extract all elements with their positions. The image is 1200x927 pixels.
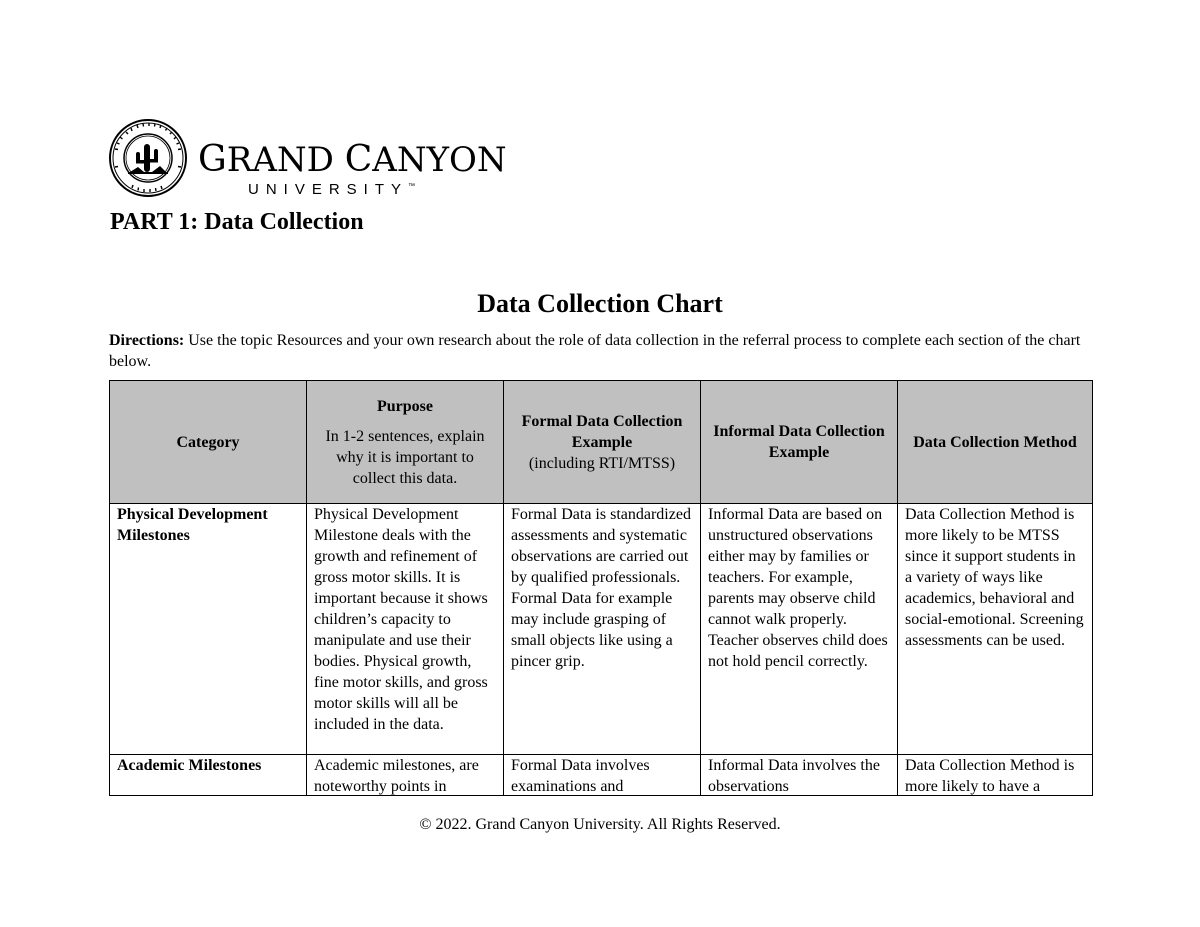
university-seal-icon xyxy=(108,118,188,198)
header-purpose-label: Purpose xyxy=(377,397,433,415)
logo-wordmark xyxy=(198,139,507,180)
trademark-symbol: ™ xyxy=(408,183,416,190)
header-category xyxy=(110,381,307,504)
directions-text: Use the topic Resources and your own research about the role of data collection in the referral process to complete each section of the chart below. xyxy=(109,332,1081,370)
header-formal-label: Formal Data Collection Example xyxy=(521,412,683,451)
logo-word-anyon: ANYON xyxy=(372,140,507,180)
table-row xyxy=(110,755,1093,796)
logo-letter-c: C xyxy=(344,139,373,180)
university-logo xyxy=(108,118,507,198)
chart-title: Data Collection Chart xyxy=(477,289,723,318)
header-formal-note: (including RTI/MTSS) xyxy=(528,454,676,472)
header-purpose-note: In 1-2 sentences, explain why it is important to collect this data. xyxy=(325,427,485,487)
cell-category xyxy=(110,755,307,796)
cell-informal: Informal Data are based on unstructured observations either may by families or teachers. For example, parents may observe child cannot walk properly. Teacher observes child does not hold pencil correctly. xyxy=(701,504,898,755)
directions xyxy=(109,330,1084,372)
logo-subtitle xyxy=(248,182,415,197)
table-row xyxy=(110,504,1093,755)
cell-method-text: Data Collection Method is more likely to have a xyxy=(905,757,1075,795)
header-informal xyxy=(701,381,898,504)
cell-method xyxy=(898,755,1093,796)
cell-purpose: Physical Development Milestone deals with the growth and refinement of gross motor skills. It is important because it shows children’s capacity to manipulate and use their bodies. Physical growth, fine motor skills, and gross motor skills will all be included in the data. xyxy=(307,504,504,755)
cell-formal: Formal Data is standardized assessments and systematic observations are carried out by qualified professionals. Formal Data for example may include grasping of small objects like using a pincer grip. xyxy=(504,504,701,755)
cell-formal-text: Formal Data involves examinations and xyxy=(511,757,650,795)
logo-subtitle-text: UNIVERSITY xyxy=(248,181,409,198)
directions-label: Directions: xyxy=(109,332,185,349)
header-category-label: Category xyxy=(176,433,240,451)
logo-word-rand: RAND xyxy=(226,140,334,180)
cell-method: Data Collection Method is more likely to be MTSS since it support students in a variety of ways like academics, behavioral and social-emotional. Screening assessments can be used. xyxy=(898,504,1093,755)
table-header-row xyxy=(110,381,1093,504)
header-purpose xyxy=(307,381,504,504)
header-informal-label: Informal Data Collection Example xyxy=(713,423,885,461)
cell-informal-text: Informal Data involves the observations xyxy=(708,757,880,795)
header-method xyxy=(898,381,1093,504)
copyright-footer: © 2022. Grand Canyon University. All Rights Reserved. xyxy=(419,816,781,833)
cell-purpose-text: Academic milestones, are noteworthy points in xyxy=(314,757,479,795)
cell-category-text: Academic Milestones xyxy=(117,757,262,774)
logo-letter-g: G xyxy=(198,139,227,180)
header-formal xyxy=(504,381,701,504)
cell-purpose xyxy=(307,755,504,796)
header-method-label: Data Collection Method xyxy=(913,433,1077,451)
data-collection-table xyxy=(109,380,1093,796)
part-title: PART 1: Data Collection xyxy=(110,209,364,235)
cell-informal xyxy=(701,755,898,796)
cell-formal xyxy=(504,755,701,796)
cell-category: Physical Development Milestones xyxy=(110,504,307,755)
